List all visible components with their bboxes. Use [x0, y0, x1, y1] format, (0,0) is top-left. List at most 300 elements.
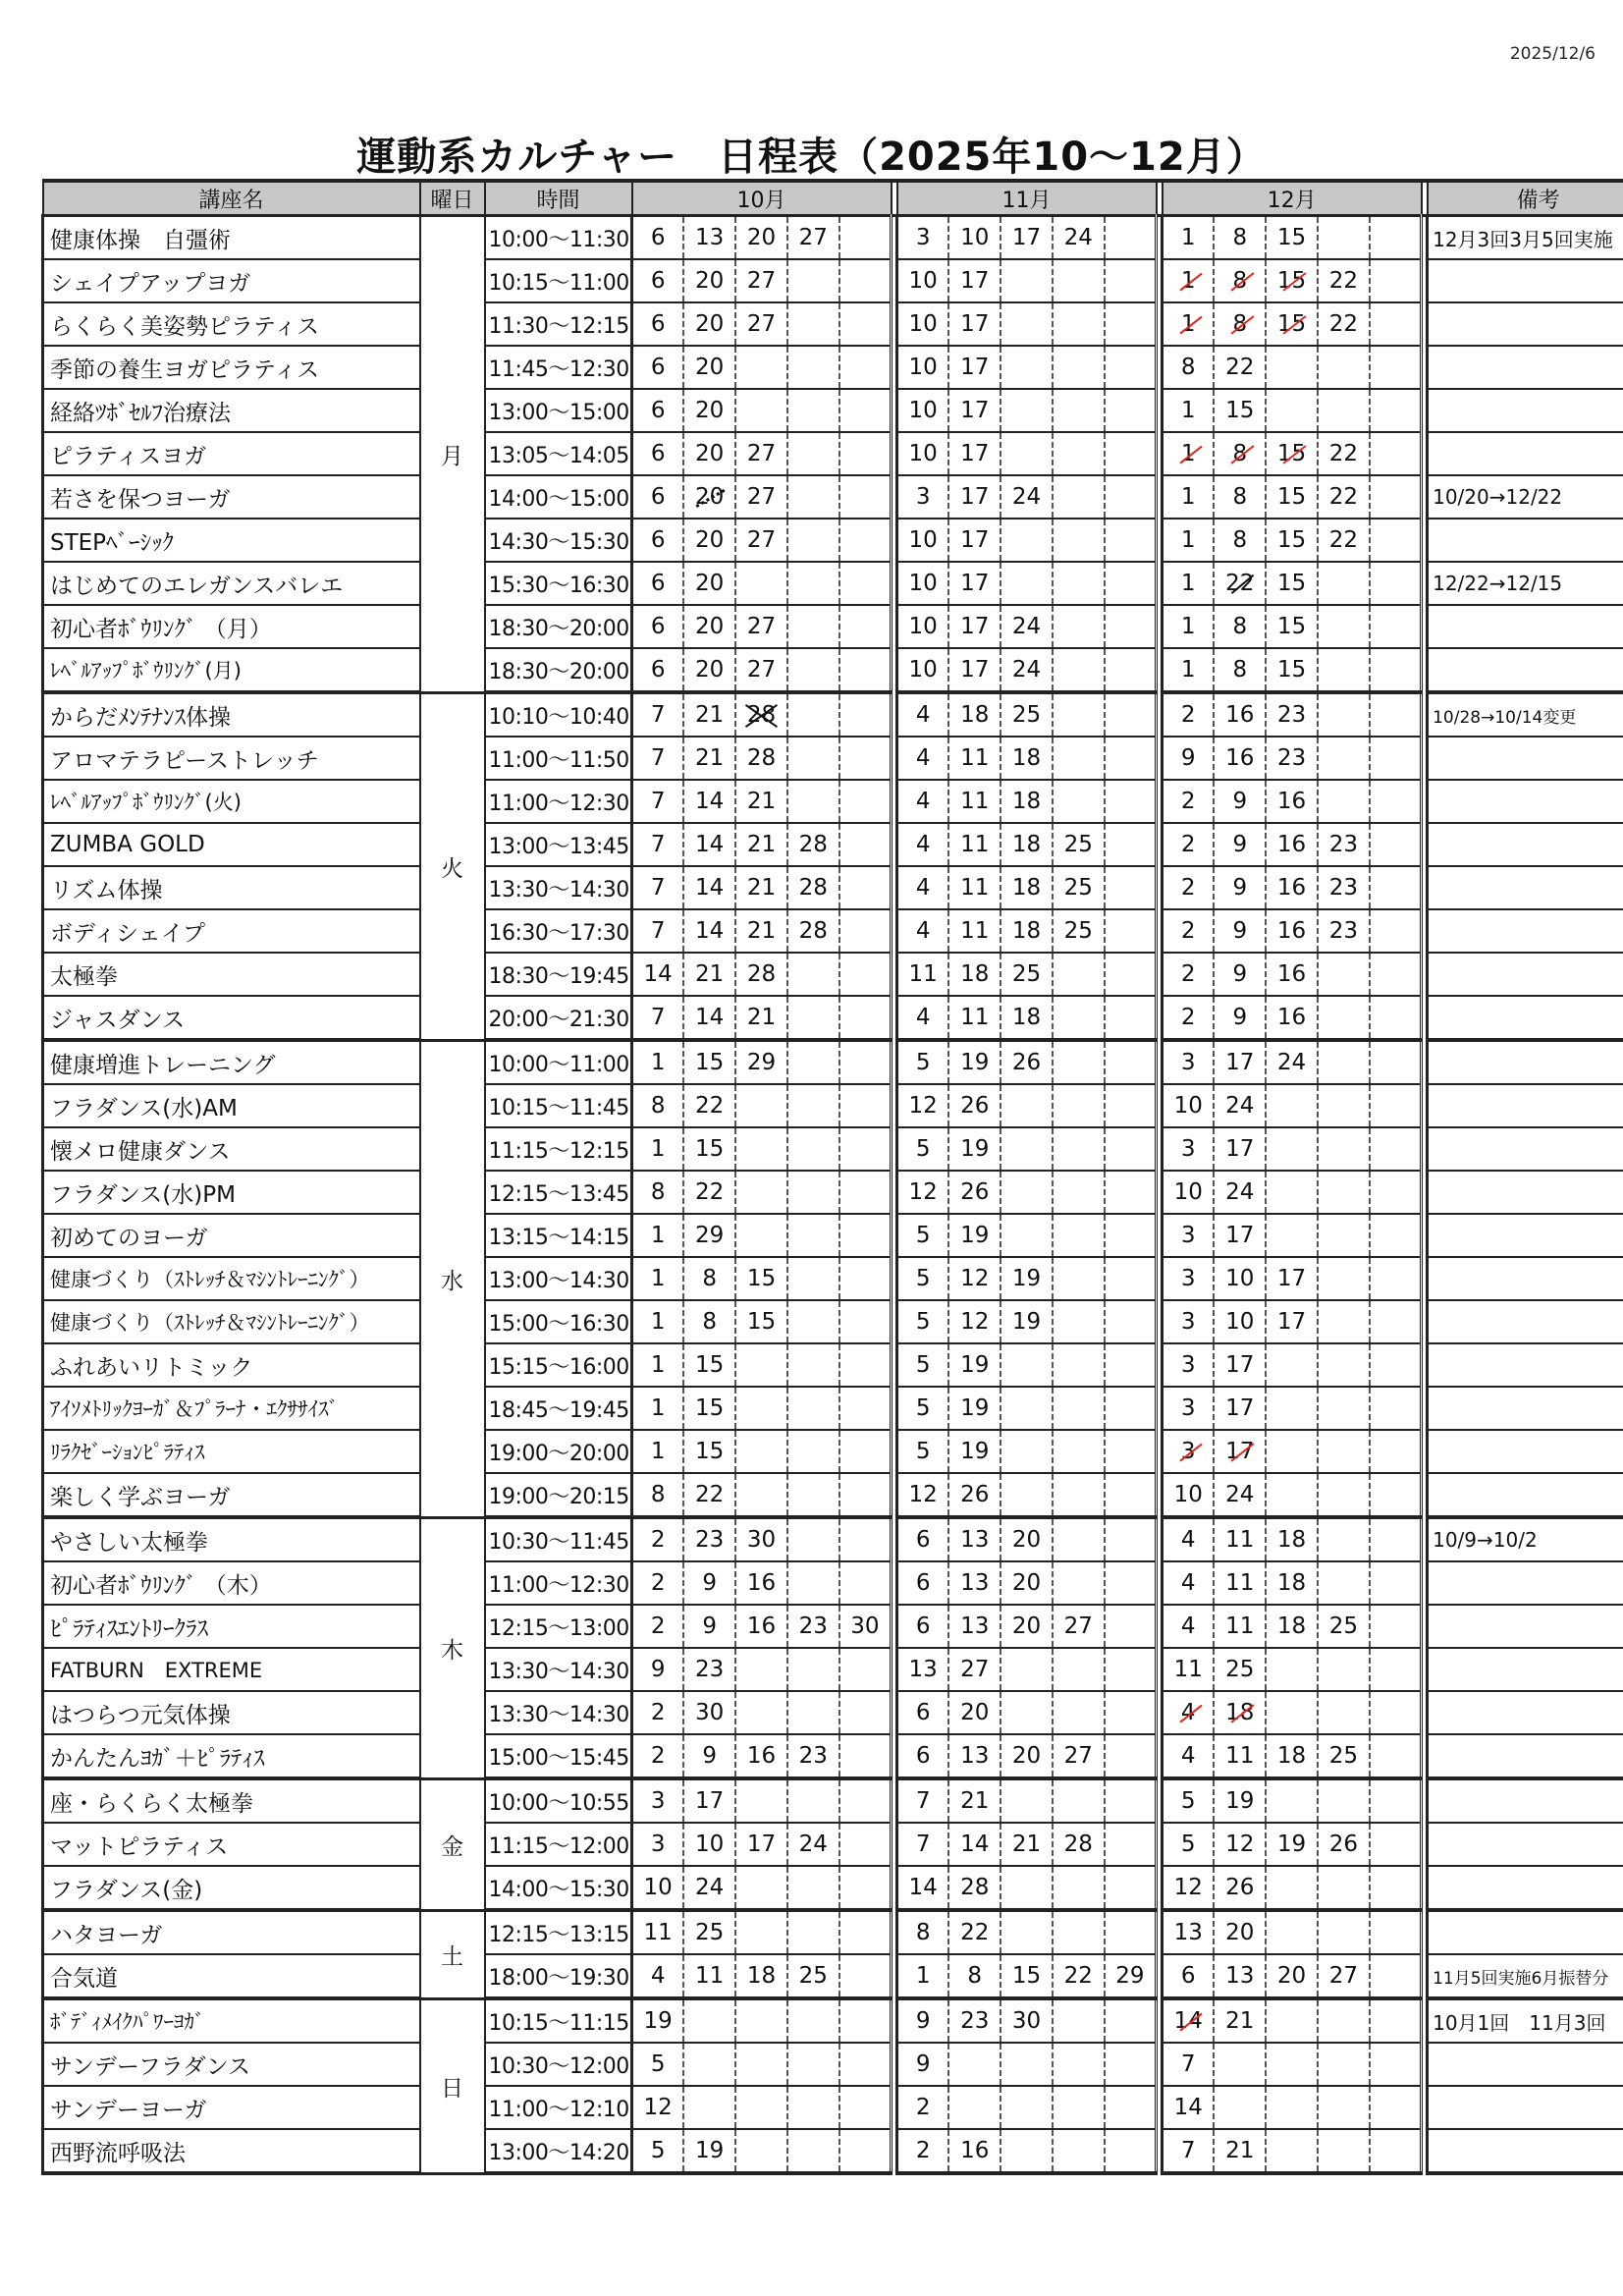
date-cell-oct [787, 1430, 839, 1473]
table-row [43, 259, 1623, 302]
date-cell-dec: 13 [1163, 1910, 1215, 1954]
date-cell-oct [839, 953, 892, 996]
date-cell-nov [1053, 2129, 1105, 2173]
date-cell-nov [1001, 519, 1053, 562]
date-cell-oct: 7 [632, 866, 684, 909]
date-cell-dec [1266, 1387, 1318, 1430]
date-cell-dec [1370, 1214, 1422, 1257]
date-cell-oct [839, 2086, 892, 2129]
table-row [43, 1648, 1623, 1691]
date-cell-dec [1370, 953, 1422, 996]
date-cell-nov: 20 [1001, 1561, 1053, 1605]
date-cell-nov [1001, 302, 1053, 346]
notes-cell [1428, 1343, 1623, 1387]
date-cell-dec: 25 [1214, 1648, 1266, 1691]
time-cell: 18:30～20:00 [485, 605, 632, 648]
date-cell-oct [787, 1127, 839, 1171]
course-name: はじめてのエレガンスバレエ [43, 562, 420, 605]
date-cell-dec: 1 [1163, 648, 1215, 692]
date-cell-nov [1001, 1343, 1053, 1387]
date-cell-nov [1001, 1214, 1053, 1257]
date-cell-nov [1053, 1517, 1105, 1561]
date-cell-dec: 5 [1163, 1778, 1215, 1823]
date-cell-dec: 16 [1266, 823, 1318, 866]
date-cell-dec [1370, 1387, 1422, 1430]
date-cell-oct: 28 [735, 953, 787, 996]
date-cell-oct: 27 [735, 432, 787, 475]
time-cell: 11:00～11:50 [485, 737, 632, 780]
weekday-cell: 日 [420, 1998, 485, 2173]
date-cell-dec: 17 [1266, 1257, 1318, 1300]
table-row [43, 216, 1623, 260]
date-cell-oct [839, 780, 892, 823]
date-cell-nov [1105, 2129, 1157, 2173]
date-cell-oct: 1 [632, 1257, 684, 1300]
date-cell-dec [1370, 1778, 1422, 1823]
date-cell-nov: 2 [897, 2129, 949, 2173]
time-cell: 10:10～10:40 [485, 692, 632, 737]
date-cell-dec: 1 [1163, 605, 1215, 648]
date-cell-nov [1105, 389, 1157, 432]
date-cell-dec [1370, 1954, 1422, 1998]
date-cell-oct [839, 1387, 892, 1430]
date-cell-dec [1318, 953, 1370, 996]
date-cell-oct: 30 [683, 1691, 735, 1734]
time-cell: 14:30～15:30 [485, 519, 632, 562]
date-cell-nov: 19 [948, 1040, 1001, 1084]
date-cell-nov [1001, 259, 1053, 302]
date-cell-oct: 6 [632, 432, 684, 475]
date-cell-oct: 27 [735, 475, 787, 519]
date-cell-oct: 8 [632, 1473, 684, 1517]
date-cell-oct [787, 605, 839, 648]
date-cell-nov: 26 [948, 1084, 1001, 1127]
date-cell-nov [1053, 519, 1105, 562]
date-cell-nov [1053, 1343, 1105, 1387]
date-cell-oct [787, 562, 839, 605]
course-name: フラダンス(水)PM [43, 1171, 420, 1214]
date-cell-oct [735, 1343, 787, 1387]
date-cell-dec: 9 [1214, 909, 1266, 953]
date-cell-oct [787, 1648, 839, 1691]
date-cell-nov [1001, 1127, 1053, 1171]
date-cell-oct [735, 2043, 787, 2086]
course-name: ﾎﾞﾃﾞｨﾒｲｸﾊﾟﾜｰﾖｶﾞ [43, 1998, 420, 2043]
date-cell-nov: 10 [897, 346, 949, 389]
date-cell-nov: 20 [1001, 1734, 1053, 1778]
date-cell-oct [787, 692, 839, 737]
date-cell-oct: 23 [683, 1648, 735, 1691]
date-cell-nov [1053, 605, 1105, 648]
date-cell-dec: 16 [1214, 737, 1266, 780]
date-cell-oct: 21 [683, 737, 735, 780]
date-cell-dec: 8 [1214, 648, 1266, 692]
date-cell-dec [1318, 1648, 1370, 1691]
notes-cell [1428, 1648, 1623, 1691]
time-cell: 12:15～13:45 [485, 1171, 632, 1214]
time-cell: 10:15～11:00 [485, 259, 632, 302]
date-cell-dec: 25 [1318, 1734, 1370, 1778]
notes-cell [1428, 866, 1623, 909]
date-cell-oct: 7 [632, 823, 684, 866]
table-row [43, 1430, 1623, 1473]
date-cell-dec [1266, 1998, 1318, 2043]
date-cell-nov [1001, 2086, 1053, 2129]
date-cell-dec: 19 [1266, 1823, 1318, 1866]
date-cell-dec: 21 [1214, 2129, 1266, 2173]
date-cell-nov [1105, 1778, 1157, 1823]
time-cell: 13:00～14:20 [485, 2129, 632, 2173]
course-name: シェイプアップヨガ [43, 259, 420, 302]
table-row [43, 1910, 1623, 1954]
date-cell-nov: 18 [1001, 909, 1053, 953]
date-cell-dec: 4 [1163, 1734, 1215, 1778]
date-cell-oct [787, 346, 839, 389]
date-cell-nov: 26 [948, 1473, 1001, 1517]
date-cell-dec: 2 [1163, 823, 1215, 866]
date-cell-dec [1318, 1866, 1370, 1910]
date-cell-nov: 10 [948, 216, 1001, 260]
date-cell-dec [1370, 737, 1422, 780]
date-cell-oct [787, 2043, 839, 2086]
date-cell-nov: 11 [948, 866, 1001, 909]
date-cell-dec: 15 [1214, 389, 1266, 432]
date-cell-dec [1266, 1430, 1318, 1473]
date-cell-nov [1105, 1257, 1157, 1300]
date-cell-dec [1370, 1343, 1422, 1387]
header-month-oct: 10月 [632, 181, 892, 216]
date-cell-oct [839, 909, 892, 953]
date-cell-dec [1370, 302, 1422, 346]
date-cell-dec: 10 [1214, 1257, 1266, 1300]
header-month-nov: 11月 [897, 181, 1157, 216]
date-cell-oct: 25 [787, 1954, 839, 1998]
date-cell-nov: 13 [897, 1648, 949, 1691]
course-name: 太極拳 [43, 953, 420, 996]
date-cell-oct: 20 [683, 302, 735, 346]
date-cell-nov: 19 [1001, 1257, 1053, 1300]
date-cell-oct [839, 1823, 892, 1866]
course-name: やさしい太極拳 [43, 1517, 420, 1561]
date-cell-nov: 13 [948, 1517, 1001, 1561]
date-cell-dec [1266, 1691, 1318, 1734]
date-cell-oct: 7 [632, 996, 684, 1040]
time-cell: 13:30～14:30 [485, 866, 632, 909]
date-cell-nov [1053, 1998, 1105, 2043]
date-cell-oct [787, 1561, 839, 1605]
date-cell-oct [683, 1998, 735, 2043]
date-cell-nov [1001, 432, 1053, 475]
table-row [43, 1214, 1623, 1257]
date-cell-dec: 22 [1214, 346, 1266, 389]
date-cell-dec: 3 [1163, 1127, 1215, 1171]
time-cell: 13:00～14:30 [485, 1257, 632, 1300]
date-cell-dec [1266, 1214, 1318, 1257]
date-cell-oct: 20 [683, 432, 735, 475]
date-cell-dec: 8 [1214, 519, 1266, 562]
date-cell-oct [787, 1778, 839, 1823]
date-cell-dec [1370, 692, 1422, 737]
date-cell-oct [839, 1691, 892, 1734]
date-cell-dec [1266, 1778, 1318, 1823]
date-cell-dec [1318, 780, 1370, 823]
date-cell-dec: 11 [1214, 1517, 1266, 1561]
date-cell-dec: 7 [1163, 2129, 1215, 2173]
table-row [43, 780, 1623, 823]
date-cell-oct [787, 2086, 839, 2129]
date-cell-nov: 3 [897, 216, 949, 260]
course-name: ﾋﾟﾗﾃｨｽｴﾝﾄﾘｰｸﾗｽ [43, 1605, 420, 1648]
date-cell-oct: 15 [735, 1300, 787, 1343]
table-row [43, 866, 1623, 909]
date-cell-dec: 23 [1318, 866, 1370, 909]
date-cell-dec: 4 [1163, 1605, 1215, 1648]
date-cell-dec [1370, 216, 1422, 260]
notes-cell: 12月3回3月5回実施 [1428, 216, 1623, 260]
date-cell-oct: 23 [787, 1734, 839, 1778]
date-cell-oct: 30 [735, 1517, 787, 1561]
date-cell-oct [735, 1473, 787, 1517]
date-cell-dec: 24 [1214, 1171, 1266, 1214]
date-cell-dec [1370, 996, 1422, 1040]
date-cell-nov: 29 [1105, 1954, 1157, 1998]
table-row [43, 823, 1623, 866]
date-cell-dec [1370, 866, 1422, 909]
date-cell-nov: 4 [897, 692, 949, 737]
date-cell-oct: 7 [632, 692, 684, 737]
course-name: 健康増進トレーニング [43, 1040, 420, 1084]
date-cell-oct [735, 1084, 787, 1127]
date-cell-nov [1105, 1387, 1157, 1430]
date-cell-dec [1370, 1257, 1422, 1300]
date-cell-dec [1370, 1605, 1422, 1648]
notes-cell [1428, 1866, 1623, 1910]
time-cell: 11:45～12:30 [485, 346, 632, 389]
date-cell-oct [787, 1257, 839, 1300]
notes-cell [1428, 346, 1623, 389]
date-cell-oct: 14 [632, 953, 684, 996]
date-cell-oct: 27 [735, 302, 787, 346]
time-cell: 11:00～12:10 [485, 2086, 632, 2129]
date-cell-oct: 5 [632, 2129, 684, 2173]
course-name: FATBURN EXTREME [43, 1648, 420, 1691]
course-name: 経絡ﾂﾎﾞｾﾙﾌ治療法 [43, 389, 420, 432]
date-cell-oct [683, 2086, 735, 2129]
table-row [43, 475, 1623, 519]
date-cell-oct: 6 [632, 389, 684, 432]
date-cell-dec: 11 [1214, 1734, 1266, 1778]
header-notes: 備考 [1428, 181, 1623, 216]
time-cell: 13:00～15:00 [485, 389, 632, 432]
course-name: ZUMBA GOLD [43, 823, 420, 866]
course-name: 初心者ﾎﾞｳﾘﾝｸﾞ （月） [43, 605, 420, 648]
date-cell-dec: 15 [1266, 519, 1318, 562]
date-cell-oct: 6 [632, 259, 684, 302]
table-row [43, 1040, 1623, 1084]
date-cell-oct [839, 2129, 892, 2173]
date-cell-nov: 12 [948, 1257, 1001, 1300]
table-row [43, 1954, 1623, 1998]
date-cell-oct [787, 475, 839, 519]
date-cell-oct: 28 [787, 909, 839, 953]
date-cell-oct [839, 866, 892, 909]
date-cell-dec: 3 [1163, 1430, 1215, 1473]
date-cell-oct: 21 [683, 692, 735, 737]
date-cell-oct: 21 [683, 953, 735, 996]
time-cell: 10:00～11:30 [485, 216, 632, 260]
date-cell-nov [1105, 780, 1157, 823]
date-cell-oct: 8 [683, 1257, 735, 1300]
date-cell-nov [948, 2086, 1001, 2129]
date-cell-dec [1318, 2129, 1370, 2173]
time-cell: 10:15～11:45 [485, 1084, 632, 1127]
date-cell-oct: 1 [632, 1040, 684, 1084]
date-cell-oct: 20 [683, 259, 735, 302]
date-cell-oct: 7 [632, 737, 684, 780]
date-cell-nov: 21 [948, 1778, 1001, 1823]
header-course-name: 講座名 [43, 181, 420, 216]
date-cell-oct: 15 [683, 1127, 735, 1171]
date-cell-dec: 1 [1163, 562, 1215, 605]
date-cell-dec: 9 [1214, 866, 1266, 909]
date-cell-dec: 2 [1163, 692, 1215, 737]
date-cell-dec [1318, 389, 1370, 432]
date-cell-oct: 6 [632, 302, 684, 346]
date-cell-nov [1105, 1910, 1157, 1954]
header-time: 時間 [485, 181, 632, 216]
date-cell-dec: 11 [1214, 1561, 1266, 1605]
table-row [43, 1691, 1623, 1734]
date-cell-dec [1318, 1473, 1370, 1517]
date-cell-oct [787, 780, 839, 823]
date-cell-oct: 2 [632, 1691, 684, 1734]
date-cell-oct: 27 [735, 259, 787, 302]
date-cell-oct: 8 [632, 1084, 684, 1127]
notes-cell [1428, 1561, 1623, 1605]
date-cell-dec [1370, 1734, 1422, 1778]
table-row [43, 519, 1623, 562]
date-cell-oct [839, 346, 892, 389]
date-cell-nov: 6 [897, 1691, 949, 1734]
date-cell-oct [735, 2129, 787, 2173]
date-cell-dec: 3 [1163, 1214, 1215, 1257]
notes-cell [1428, 1734, 1623, 1778]
date-cell-nov: 6 [897, 1517, 949, 1561]
date-cell-oct [787, 737, 839, 780]
notes-cell [1428, 996, 1623, 1040]
date-cell-dec [1318, 1517, 1370, 1561]
date-cell-oct: 20 [683, 389, 735, 432]
date-cell-nov: 18 [1001, 737, 1053, 780]
date-cell-dec [1318, 2043, 1370, 2086]
date-cell-nov: 9 [897, 1998, 949, 2043]
date-cell-oct: 24 [787, 1823, 839, 1866]
date-cell-nov: 19 [1001, 1300, 1053, 1343]
date-cell-nov: 17 [948, 519, 1001, 562]
date-cell-oct: 17 [683, 1778, 735, 1823]
notes-cell [1428, 1473, 1623, 1517]
date-cell-nov [1105, 1823, 1157, 1866]
date-cell-nov [1105, 605, 1157, 648]
table-row [43, 562, 1623, 605]
date-cell-oct: 24 [683, 1866, 735, 1910]
date-cell-dec [1370, 1998, 1422, 2043]
notes-cell: 10/9→10/2 [1428, 1517, 1623, 1561]
date-cell-dec: 22 [1318, 519, 1370, 562]
date-cell-dec [1370, 1430, 1422, 1473]
time-cell: 19:00～20:00 [485, 1430, 632, 1473]
date-cell-nov: 5 [897, 1387, 949, 1430]
date-cell-nov: 10 [897, 562, 949, 605]
date-cell-nov: 4 [897, 996, 949, 1040]
time-cell: 19:00～20:15 [485, 1473, 632, 1517]
date-cell-dec: 2 [1163, 953, 1215, 996]
date-cell-oct [787, 432, 839, 475]
notes-cell [1428, 909, 1623, 953]
time-cell: 11:15～12:15 [485, 1127, 632, 1171]
date-cell-nov [1053, 1171, 1105, 1214]
time-cell: 10:00～11:00 [485, 1040, 632, 1084]
date-cell-dec: 14 [1163, 1998, 1215, 2043]
table-row [43, 1343, 1623, 1387]
date-cell-dec: 18 [1266, 1561, 1318, 1605]
date-cell-dec [1266, 1910, 1318, 1954]
date-cell-oct: 16 [735, 1734, 787, 1778]
date-cell-nov [948, 2043, 1001, 2086]
date-cell-nov [1053, 475, 1105, 519]
date-cell-dec: 22 [1318, 259, 1370, 302]
date-cell-dec: 8 [1163, 346, 1215, 389]
date-cell-nov [1105, 1605, 1157, 1648]
date-cell-nov: 17 [948, 605, 1001, 648]
date-cell-dec [1370, 648, 1422, 692]
course-name: ボディシェイプ [43, 909, 420, 953]
date-cell-dec [1318, 1778, 1370, 1823]
date-cell-nov: 1 [897, 1954, 949, 1998]
date-cell-oct: 20 [683, 562, 735, 605]
date-cell-oct: 28 [787, 866, 839, 909]
date-cell-dec [1318, 562, 1370, 605]
date-cell-nov: 21 [1001, 1823, 1053, 1866]
date-cell-nov: 20 [948, 1691, 1001, 1734]
date-cell-dec: 24 [1266, 1040, 1318, 1084]
date-cell-oct: 22 [683, 1084, 735, 1127]
course-name: ﾘﾗｸｾﾞｰｼｮﾝﾋﾟﾗﾃｨｽ [43, 1430, 420, 1473]
date-cell-dec [1318, 1998, 1370, 2043]
date-cell-oct: 1 [632, 1343, 684, 1387]
time-cell: 15:00～16:30 [485, 1300, 632, 1343]
date-cell-oct: 6 [632, 562, 684, 605]
date-cell-nov: 10 [897, 605, 949, 648]
date-cell-dec [1266, 2086, 1318, 2129]
date-cell-oct: 15 [683, 1430, 735, 1473]
course-name: 西野流呼吸法 [43, 2129, 420, 2173]
date-cell-nov: 11 [897, 953, 949, 996]
date-cell-nov: 10 [897, 648, 949, 692]
date-cell-nov: 5 [897, 1300, 949, 1343]
date-cell-nov [1053, 1866, 1105, 1910]
date-cell-oct [735, 1214, 787, 1257]
course-name: リズム体操 [43, 866, 420, 909]
date-cell-oct [787, 1910, 839, 1954]
notes-cell [1428, 780, 1623, 823]
date-cell-oct: 22 [683, 1473, 735, 1517]
notes-cell [1428, 259, 1623, 302]
date-cell-dec [1266, 1084, 1318, 1127]
date-cell-oct [787, 1998, 839, 2043]
date-cell-oct [839, 823, 892, 866]
date-cell-nov [1105, 1430, 1157, 1473]
